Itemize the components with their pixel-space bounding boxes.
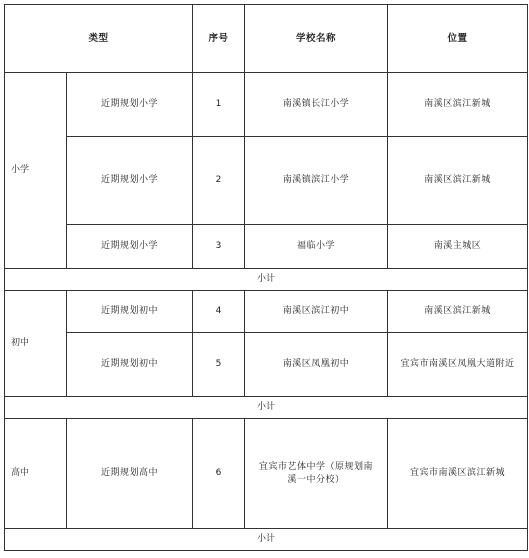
plan-cell: 近期规划小学 bbox=[67, 225, 193, 269]
header-seq: 序号 bbox=[193, 5, 245, 73]
seq-cell: 5 bbox=[193, 333, 245, 397]
seq-cell: 1 bbox=[193, 73, 245, 137]
header-type: 类型 bbox=[5, 5, 193, 73]
table-row bbox=[5, 419, 528, 529]
table-row bbox=[5, 73, 528, 137]
school-cell: 南溪镇滨江小学 bbox=[245, 137, 388, 225]
plan-cell: 近期规划初中 bbox=[67, 291, 193, 333]
location-cell: 南溪区滨江新城 bbox=[388, 73, 528, 137]
plan-cell: 近期规划初中 bbox=[67, 333, 193, 397]
seq-cell: 6 bbox=[193, 419, 245, 529]
plan-cell: 近期规划小学 bbox=[67, 137, 193, 225]
header-location: 位置 bbox=[388, 5, 528, 73]
category-junior: 初中 bbox=[5, 291, 67, 397]
school-cell: 南溪区滨江初中 bbox=[245, 291, 388, 333]
location-cell: 南溪区滨江新城 bbox=[388, 291, 528, 333]
subtotal-junior: 小计 bbox=[5, 397, 528, 419]
subtotal-senior: 小计 bbox=[5, 529, 528, 551]
table-row bbox=[5, 137, 528, 225]
header-row bbox=[5, 5, 528, 73]
category-senior: 高中 bbox=[5, 419, 67, 529]
seq-cell: 3 bbox=[193, 225, 245, 269]
seq-cell: 2 bbox=[193, 137, 245, 225]
table-row bbox=[5, 333, 528, 397]
location-cell: 南溪主城区 bbox=[388, 225, 528, 269]
location-cell: 宜宾市南溪区滨江新城 bbox=[388, 419, 528, 529]
subtotal-row bbox=[5, 269, 528, 291]
subtotal-row bbox=[5, 529, 528, 551]
school-cell: 福临小学 bbox=[245, 225, 388, 269]
subtotal-primary: 小计 bbox=[5, 269, 528, 291]
table-row bbox=[5, 225, 528, 269]
category-primary: 小学 bbox=[5, 73, 67, 269]
school-planning-table bbox=[4, 4, 528, 551]
header-school-name: 学校名称 bbox=[245, 5, 388, 73]
school-cell: 南溪区凤凰初中 bbox=[245, 333, 388, 397]
location-cell: 南溪区滨江新城 bbox=[388, 137, 528, 225]
school-cell: 宜宾市艺体中学（原规划南溪一中分校） bbox=[245, 419, 388, 529]
subtotal-row bbox=[5, 397, 528, 419]
seq-cell: 4 bbox=[193, 291, 245, 333]
school-cell: 南溪镇长江小学 bbox=[245, 73, 388, 137]
table-row bbox=[5, 291, 528, 333]
plan-cell: 近期规划高中 bbox=[67, 419, 193, 529]
location-cell: 宜宾市南溪区凤凰大道附近 bbox=[388, 333, 528, 397]
plan-cell: 近期规划小学 bbox=[67, 73, 193, 137]
